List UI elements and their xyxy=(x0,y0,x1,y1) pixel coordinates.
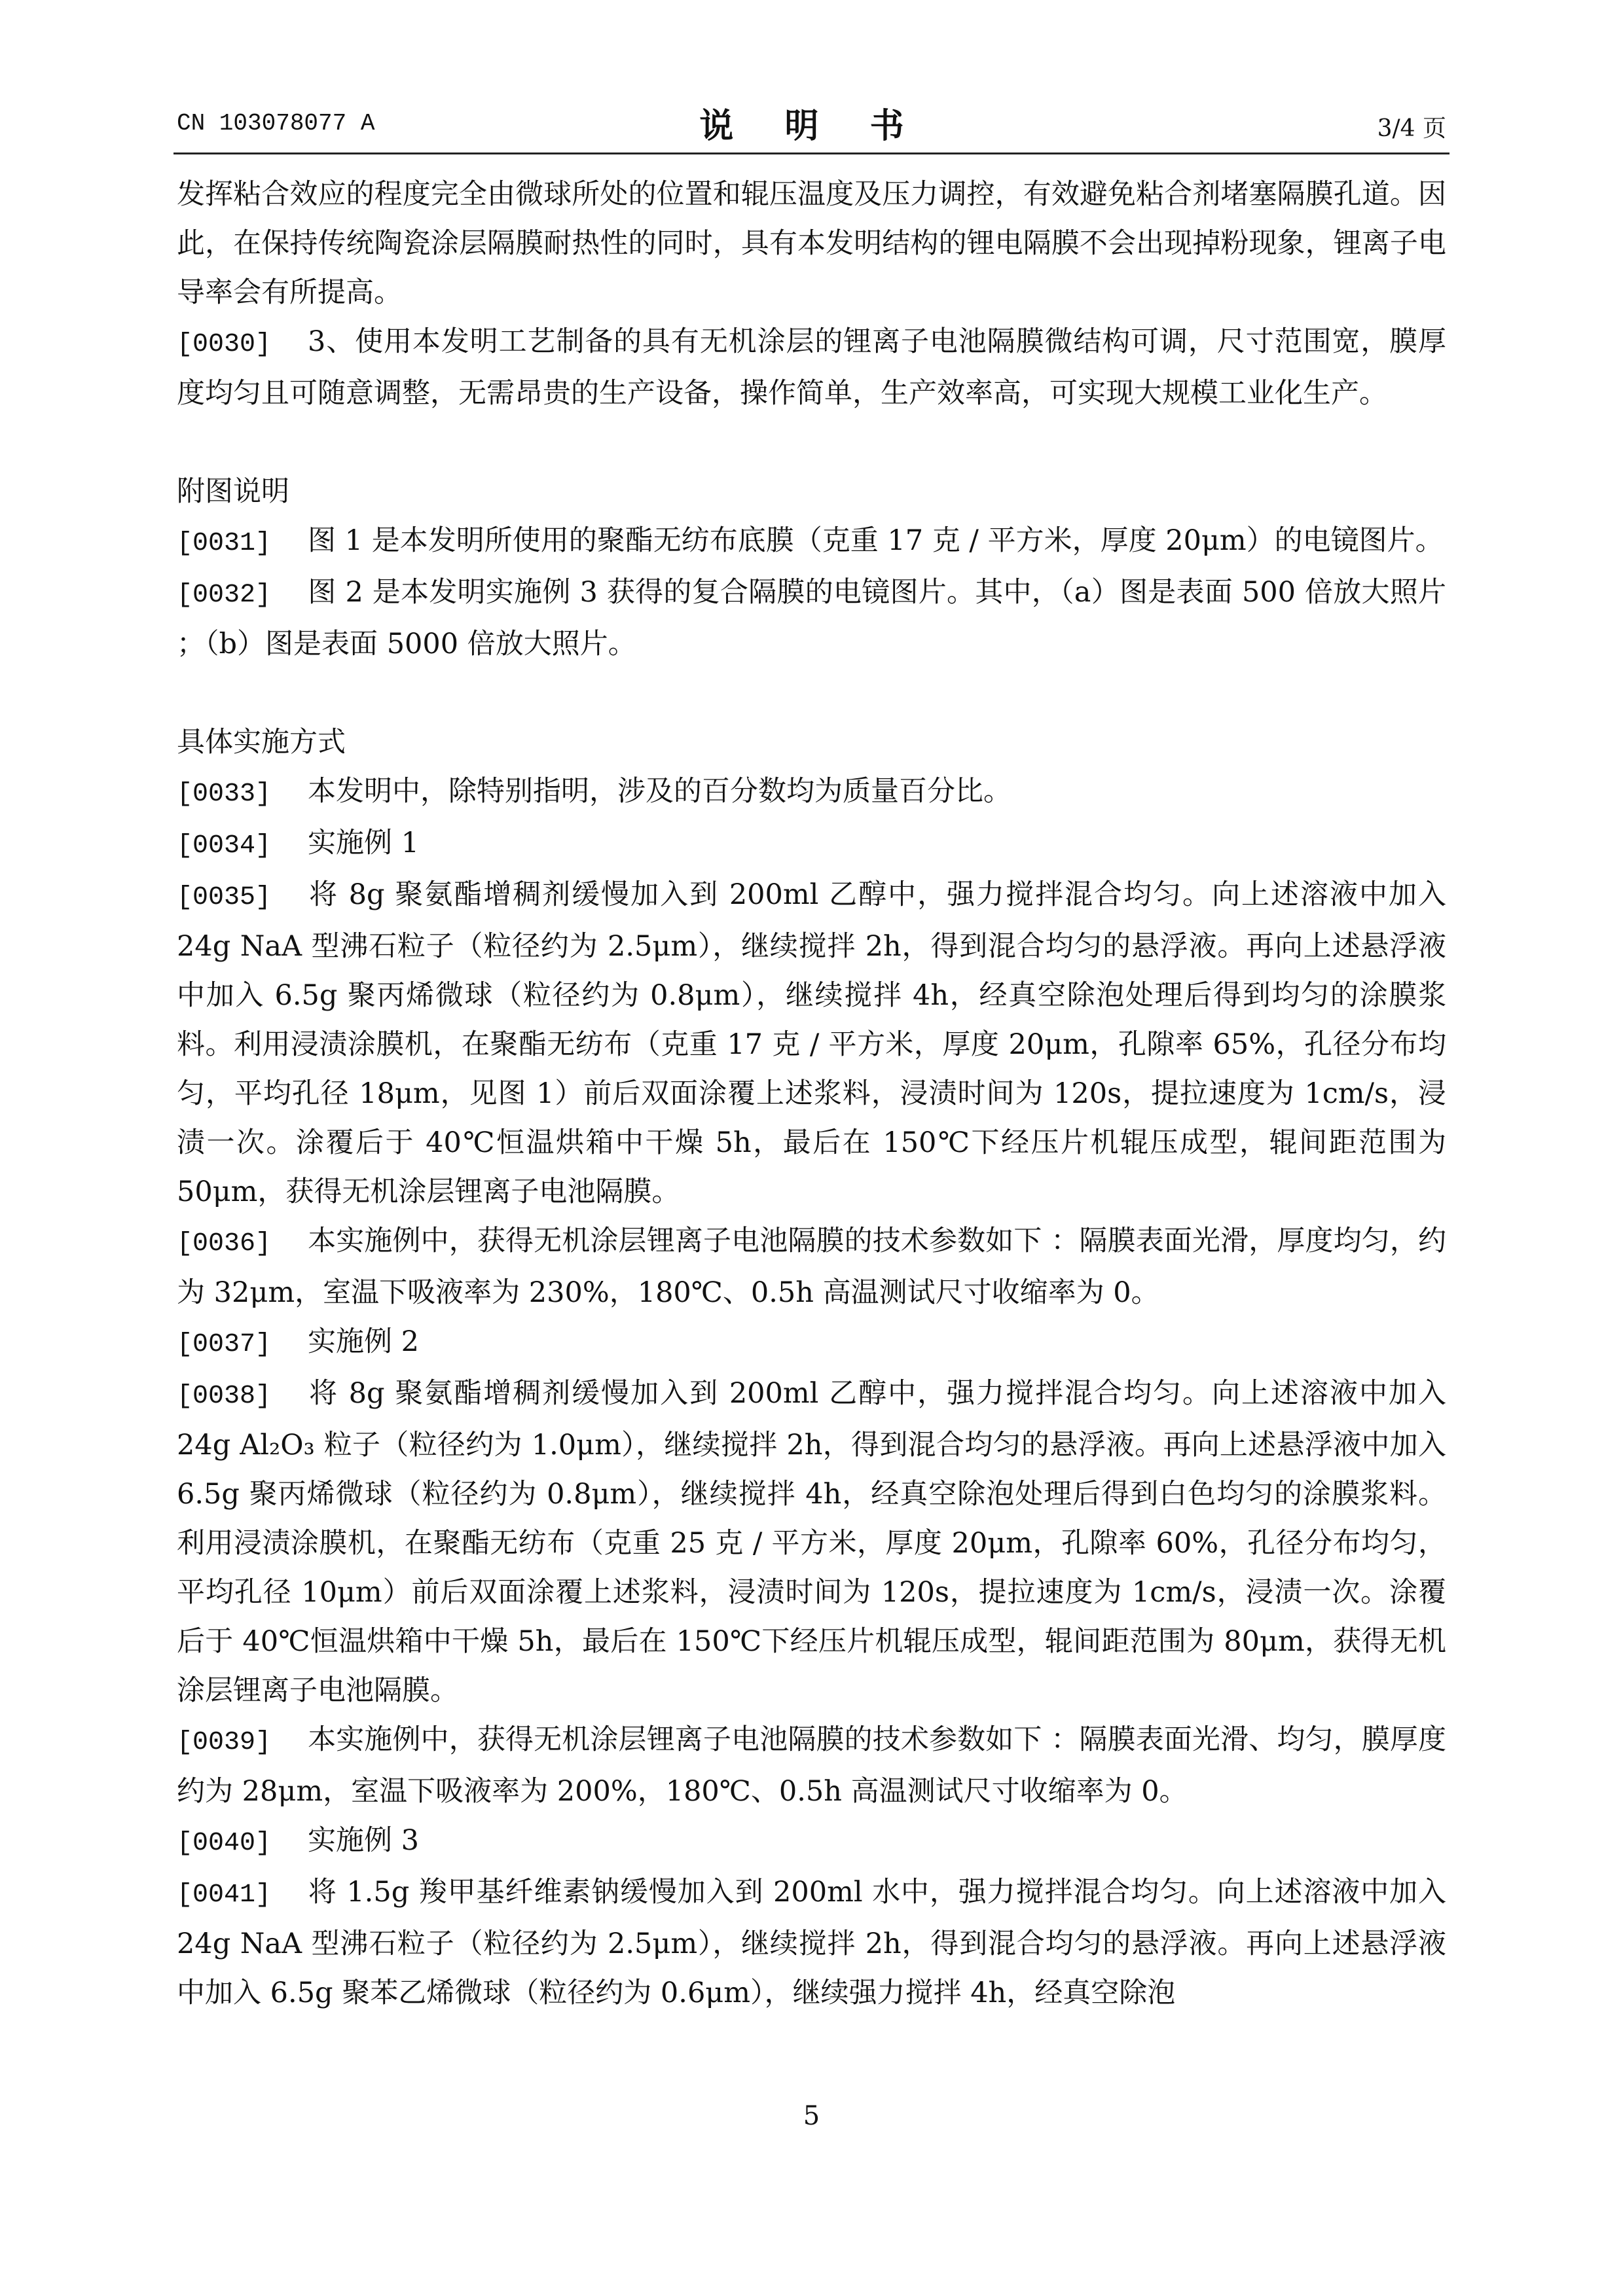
paragraph-text: 将 8g 聚氨酯增稠剂缓慢加入到 200ml 乙醇中，强力搅拌混合均匀。向上述溶液中加入 24g Al₂O₃ 粒子（粒径约为 1.0μm），继续搅拌 2h，得到混合均匀的悬浮液。再向上述悬浮液中加入 6.5g 聚丙烯微球（粒径约为 0.8μm），继续搅拌 4h，经真空除泡处理后得到白色均匀的涂膜浆料。利用浸渍涂膜机，在聚酯无纺布（克重 25 克 / 平方米，厚度 20μm，孔隙率 60%，孔径分布均匀，平均孔径 10μm）前后双面涂覆上述浆料，浸渍时间为 120s，提拉速度为 1cm/s，浸渍一次。涂覆后于 40℃恒温烘箱中干燥 5h，最后在 150℃下经压片机辊压成型，辊间距范围为 80μm，获得无机涂层锂离子电池隔膜。 xyxy=(177,1377,1446,1707)
paragraph xyxy=(177,767,1446,819)
paragraph xyxy=(177,1369,1446,1715)
patent-number: CN 103078077 A xyxy=(177,110,375,137)
paragraph-number: [0040] xyxy=(177,1829,272,1858)
paragraph-number: [0038] xyxy=(177,1382,272,1411)
page-header xyxy=(177,98,1446,151)
paragraph-number: [0034] xyxy=(177,831,272,861)
paragraph-text: 将 1.5g 羧甲基纤维素钠缓慢加入到 200ml 水中，强力搅拌混合均匀。向上述溶液中加入 24g NaA 型沸石粒子（粒径约为 2.5μm），继续搅拌 2h，得到混合均匀的悬浮液。再向上述悬浮液中加入 6.5g 聚苯乙烯微球（粒径约为 0.6μm），继续强力搅拌 4h，经真空除泡 xyxy=(177,1876,1446,2009)
document-title: 说 明 书 xyxy=(699,107,924,146)
paragraph-text: 实施例 1 xyxy=(308,827,420,859)
paragraph xyxy=(177,170,1446,317)
section-heading: 附图说明 xyxy=(177,475,289,508)
paragraph xyxy=(177,317,1446,418)
paragraph xyxy=(177,1816,1446,1868)
paragraph xyxy=(177,516,1446,568)
paragraph xyxy=(177,568,1446,669)
paragraph-number: [0035] xyxy=(177,883,272,912)
paragraph-number: [0037] xyxy=(177,1330,272,1359)
paragraph-number: [0032] xyxy=(177,581,272,610)
paragraph xyxy=(177,1318,1446,1369)
header-divider xyxy=(173,152,1450,154)
paragraph-text: 本实施例中，获得无机涂层锂离子电池隔膜的技术参数如下 ：隔膜表面光滑，厚度均匀，约为 32μm，室温下吸液率为 230%，180℃、0.5h 高温测试尺寸收缩率为 0。 xyxy=(177,1225,1446,1309)
paragraph-text: 图 1 是本发明所使用的聚酯无纺布底膜（克重 17 克 / 平方米，厚度 20μm）的电镜图片。 xyxy=(308,524,1444,557)
paragraph xyxy=(177,1715,1446,1816)
paragraph-number: [0031] xyxy=(177,529,272,558)
paragraph-text: 本实施例中，获得无机涂层锂离子电池隔膜的技术参数如下 ：隔膜表面光滑、均匀，膜厚度约为 28μm，室温下吸液率为 200%，180℃、0.5h 高温测试尺寸收缩率为 0。 xyxy=(177,1723,1446,1808)
paragraph xyxy=(177,1217,1446,1318)
paragraph-number: [0039] xyxy=(177,1728,272,1757)
paragraph-text: 实施例 3 xyxy=(308,1824,420,1857)
page-indicator: 3/4 页 xyxy=(1377,115,1446,142)
paragraph-text: 3、使用本发明工艺制备的具有无机涂层的锂离子电池隔膜微结构可调，尺寸范围宽，膜厚度均匀且可随意调整，无需昂贵的生产设备，操作简单，生产效率高，可实现大规模工业化生产。 xyxy=(177,325,1446,410)
section-gap xyxy=(177,418,1446,467)
paragraph-number: [0036] xyxy=(177,1229,272,1259)
section-heading: 具体实施方式 xyxy=(177,726,346,759)
section-gap xyxy=(177,669,1446,718)
paragraph xyxy=(177,819,1446,870)
paragraph-text: 发挥粘合效应的程度完全由微球所处的位置和辊压温度及压力调控，有效避免粘合剂堵塞隔膜孔道。因此，在保持传统陶瓷涂层隔膜耐热性的同时，具有本发明结构的锂电隔膜不会出现掉粉现象，锂离子电导率会有所提高。 xyxy=(177,178,1446,309)
paragraph-text: 本发明中，除特别指明，涉及的百分数均为质量百分比。 xyxy=(308,775,1012,808)
document-body xyxy=(177,170,1446,2018)
paragraph-text: 将 8g 聚氨酯增稠剂缓慢加入到 200ml 乙醇中，强力搅拌混合均匀。向上述溶液中加入 24g NaA 型沸石粒子（粒径约为 2.5μm），继续搅拌 2h，得到混合均匀的悬浮液。再向上述悬浮液中加入 6.5g 聚丙烯微球（粒径约为 0.8μm），继续搅拌 4h，经真空除泡处理后得到均匀的涂膜浆料。利用浸渍涂膜机，在聚酯无纺布（克重 17 克 / 平方米，厚度 20μm，孔隙率 65%，孔径分布均匀，平均孔径 18μm，见图 1）前后双面涂覆上述浆料，浸渍时间为 120s，提拉速度为 1cm/s，浸渍一次。涂覆后于 40℃恒温烘箱中干燥 5h，最后在 150℃下经压片机辊压成型，辊间距范围为 50μm，获得无机涂层锂离子电池隔膜。 xyxy=(177,878,1446,1208)
paragraph-number: [0030] xyxy=(177,330,272,359)
paragraph-text: 图 2 是本发明实施例 3 获得的复合隔膜的电镜图片。其中，（a）图是表面 500 倍放大照片 ；（b）图是表面 5000 倍放大照片。 xyxy=(177,576,1446,660)
paragraph-number: [0033] xyxy=(177,780,272,809)
paragraph-number: [0041] xyxy=(177,1880,272,1910)
paragraph-text: 实施例 2 xyxy=(308,1325,420,1358)
paragraph xyxy=(177,1868,1446,2018)
page-number: 5 xyxy=(803,2101,820,2131)
paragraph xyxy=(177,870,1446,1217)
